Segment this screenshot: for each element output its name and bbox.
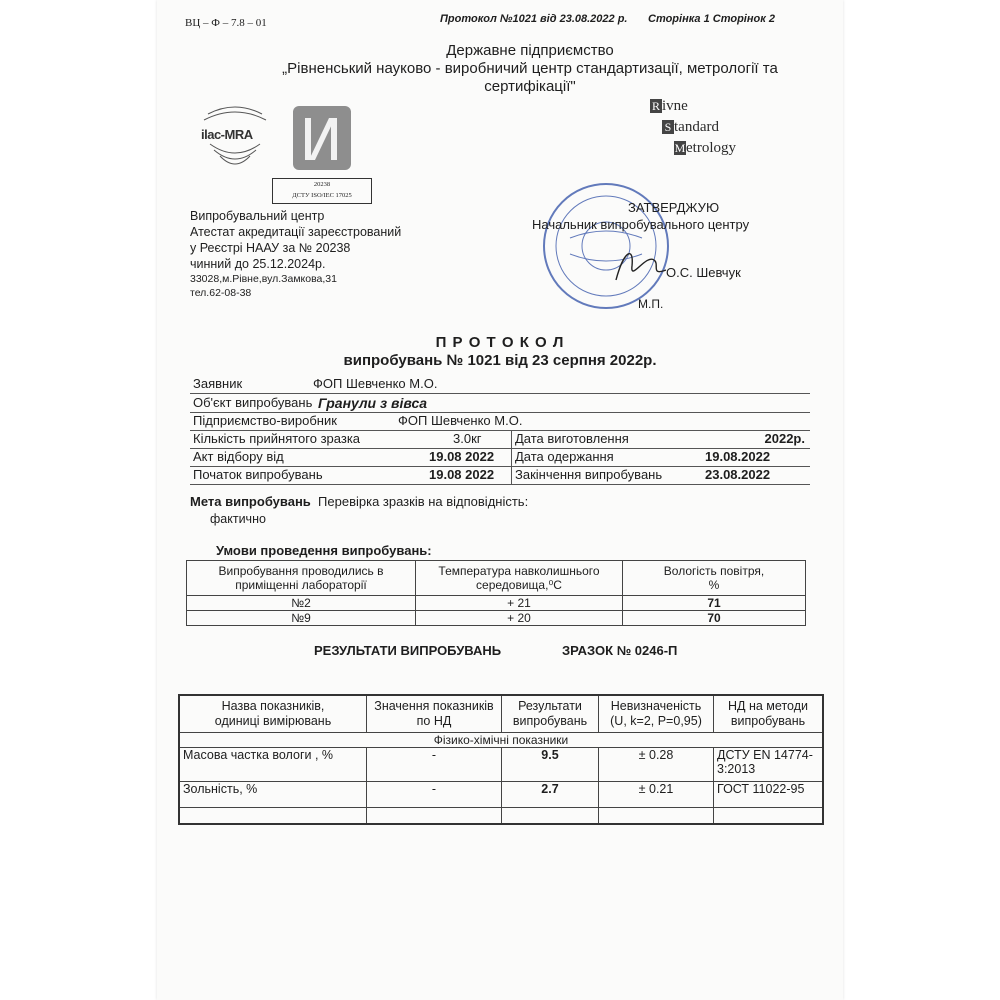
- object-value: Гранули з вівса: [318, 395, 428, 411]
- testing-center-info: Випробувальний центр Атестат акредитації зареєстрований у Реєстрі НААУ за № 20238 чинний до 25.12.2024р. 33028,м.Рівне,вул.Замкова,31 тел.62-08-38: [190, 209, 402, 299]
- results-title: РЕЗУЛЬТАТИ ВИПРОБУВАНЬ: [314, 643, 502, 658]
- table-row: №9 + 20 70: [187, 611, 806, 626]
- results-header-norm: Значення показників по НД: [367, 695, 502, 733]
- results-header-result: Результати випробувань: [502, 695, 599, 733]
- end-date-value: 23.08.2022: [705, 467, 771, 482]
- protocol-reference: Протокол №1021 від 23.08.2022 р.: [440, 13, 628, 25]
- start-date-value: 19.08 2022: [429, 467, 495, 482]
- org-line-2: „Рівненський науково - виробничий центр стандартизації, метрології та: [282, 60, 778, 77]
- accreditation-logo: [293, 106, 351, 170]
- form-code: ВЦ – Ф – 7.8 – 01: [185, 17, 267, 29]
- stamp-place-label: М.П.: [638, 297, 664, 311]
- ilac-mra-logo: [200, 100, 270, 175]
- accreditation-emblem-icon: [293, 106, 351, 170]
- conditions-table: [186, 560, 806, 626]
- protocol-subtitle: випробувань № 1021 від 23 серпня 2022р.: [343, 352, 657, 369]
- conditions-header-room: Випробування проводились в приміщенні лабораторії: [187, 561, 416, 596]
- approver-position: Начальник випробувального центру: [532, 217, 750, 232]
- protocol-title: П Р О Т О К О Л: [435, 334, 565, 351]
- accreditation-number: 20238: [313, 181, 331, 188]
- results-group-label: Фізико-хімічні показники: [179, 733, 823, 748]
- receipt-date-value: 19.08.2022: [705, 449, 771, 464]
- info-row-applicant: Заявник ФОП Шевченко М.О.: [190, 376, 810, 394]
- info-row-sample-act: Акт відбору від 19.08 2022 Дата одержання 19.08.2022: [190, 449, 810, 467]
- org-line-1: Державне підприємство: [446, 42, 614, 59]
- rsm-logo: R ivne S tandard Metrology: [651, 98, 736, 156]
- protocol-info-table: [190, 376, 810, 485]
- table-row: Масова частка вологи , % - 9.5 ± 0.28 ДСТУ EN 14774- 3:2013: [179, 748, 823, 782]
- sample-act-value: 19.08 2022: [429, 449, 495, 464]
- signature: [610, 240, 670, 288]
- results-header-uncertainty: Невизначеність (U, k=2, P=0,95): [599, 695, 714, 733]
- accreditation-standard: ДСТУ ISO/IEC 17025: [292, 192, 352, 199]
- approve-label: ЗАТВЕРДЖУЮ: [628, 200, 720, 215]
- org-line-3: сертифікації": [484, 78, 576, 95]
- info-row-quantity: Кількість прийнятого зразка 3.0кг Дата виготовлення 2022р.: [190, 431, 810, 449]
- purpose-text: Перевірка зразків на відповідність:: [318, 494, 529, 509]
- applicant-value: ФОП Шевченко М.О.: [313, 376, 438, 391]
- approver-name: О.С. Шевчук: [666, 265, 741, 280]
- conditions-header-humidity: Вологість повітря, %: [623, 561, 806, 596]
- page-info: Сторінка 1 Сторінок 2: [648, 13, 775, 25]
- info-row-start-end: Початок випробувань 19.08 2022 Закінчення випробувань 23.08.2022: [190, 467, 810, 485]
- results-header-method: НД на методи випробувань: [714, 695, 824, 733]
- conditions-title: Умови проведення випробувань:: [216, 543, 432, 558]
- purpose-actual: фактично: [210, 512, 266, 526]
- results-table: [178, 694, 824, 825]
- sample-number: ЗРАЗОК № 0246-П: [562, 643, 678, 658]
- test-purpose: [190, 494, 528, 509]
- accreditation-label: [272, 178, 372, 204]
- quantity-value: 3.0кг: [453, 431, 482, 446]
- table-row: Зольність, % - 2.7 ± 0.21 ГОСТ 11022-95: [179, 782, 823, 808]
- results-header-name: Назва показників, одиниці вимірювань: [179, 695, 367, 733]
- conditions-header-temperature: Температура навколишнього середовища,⁰С: [416, 561, 623, 596]
- table-row: №2 + 21 71: [187, 596, 806, 611]
- info-row-object: Об'єкт випробувань Гранули з вівса: [190, 394, 810, 413]
- mfg-date-value: 2022р.: [764, 431, 805, 446]
- manufacturer-value: ФОП Шевченко М.О.: [398, 413, 523, 428]
- ilac-text: ilac-MRA: [201, 127, 253, 142]
- purpose-label: Мета випробувань: [190, 494, 311, 509]
- info-row-manufacturer: Підприємство-виробник ФОП Шевченко М.О.: [190, 413, 810, 431]
